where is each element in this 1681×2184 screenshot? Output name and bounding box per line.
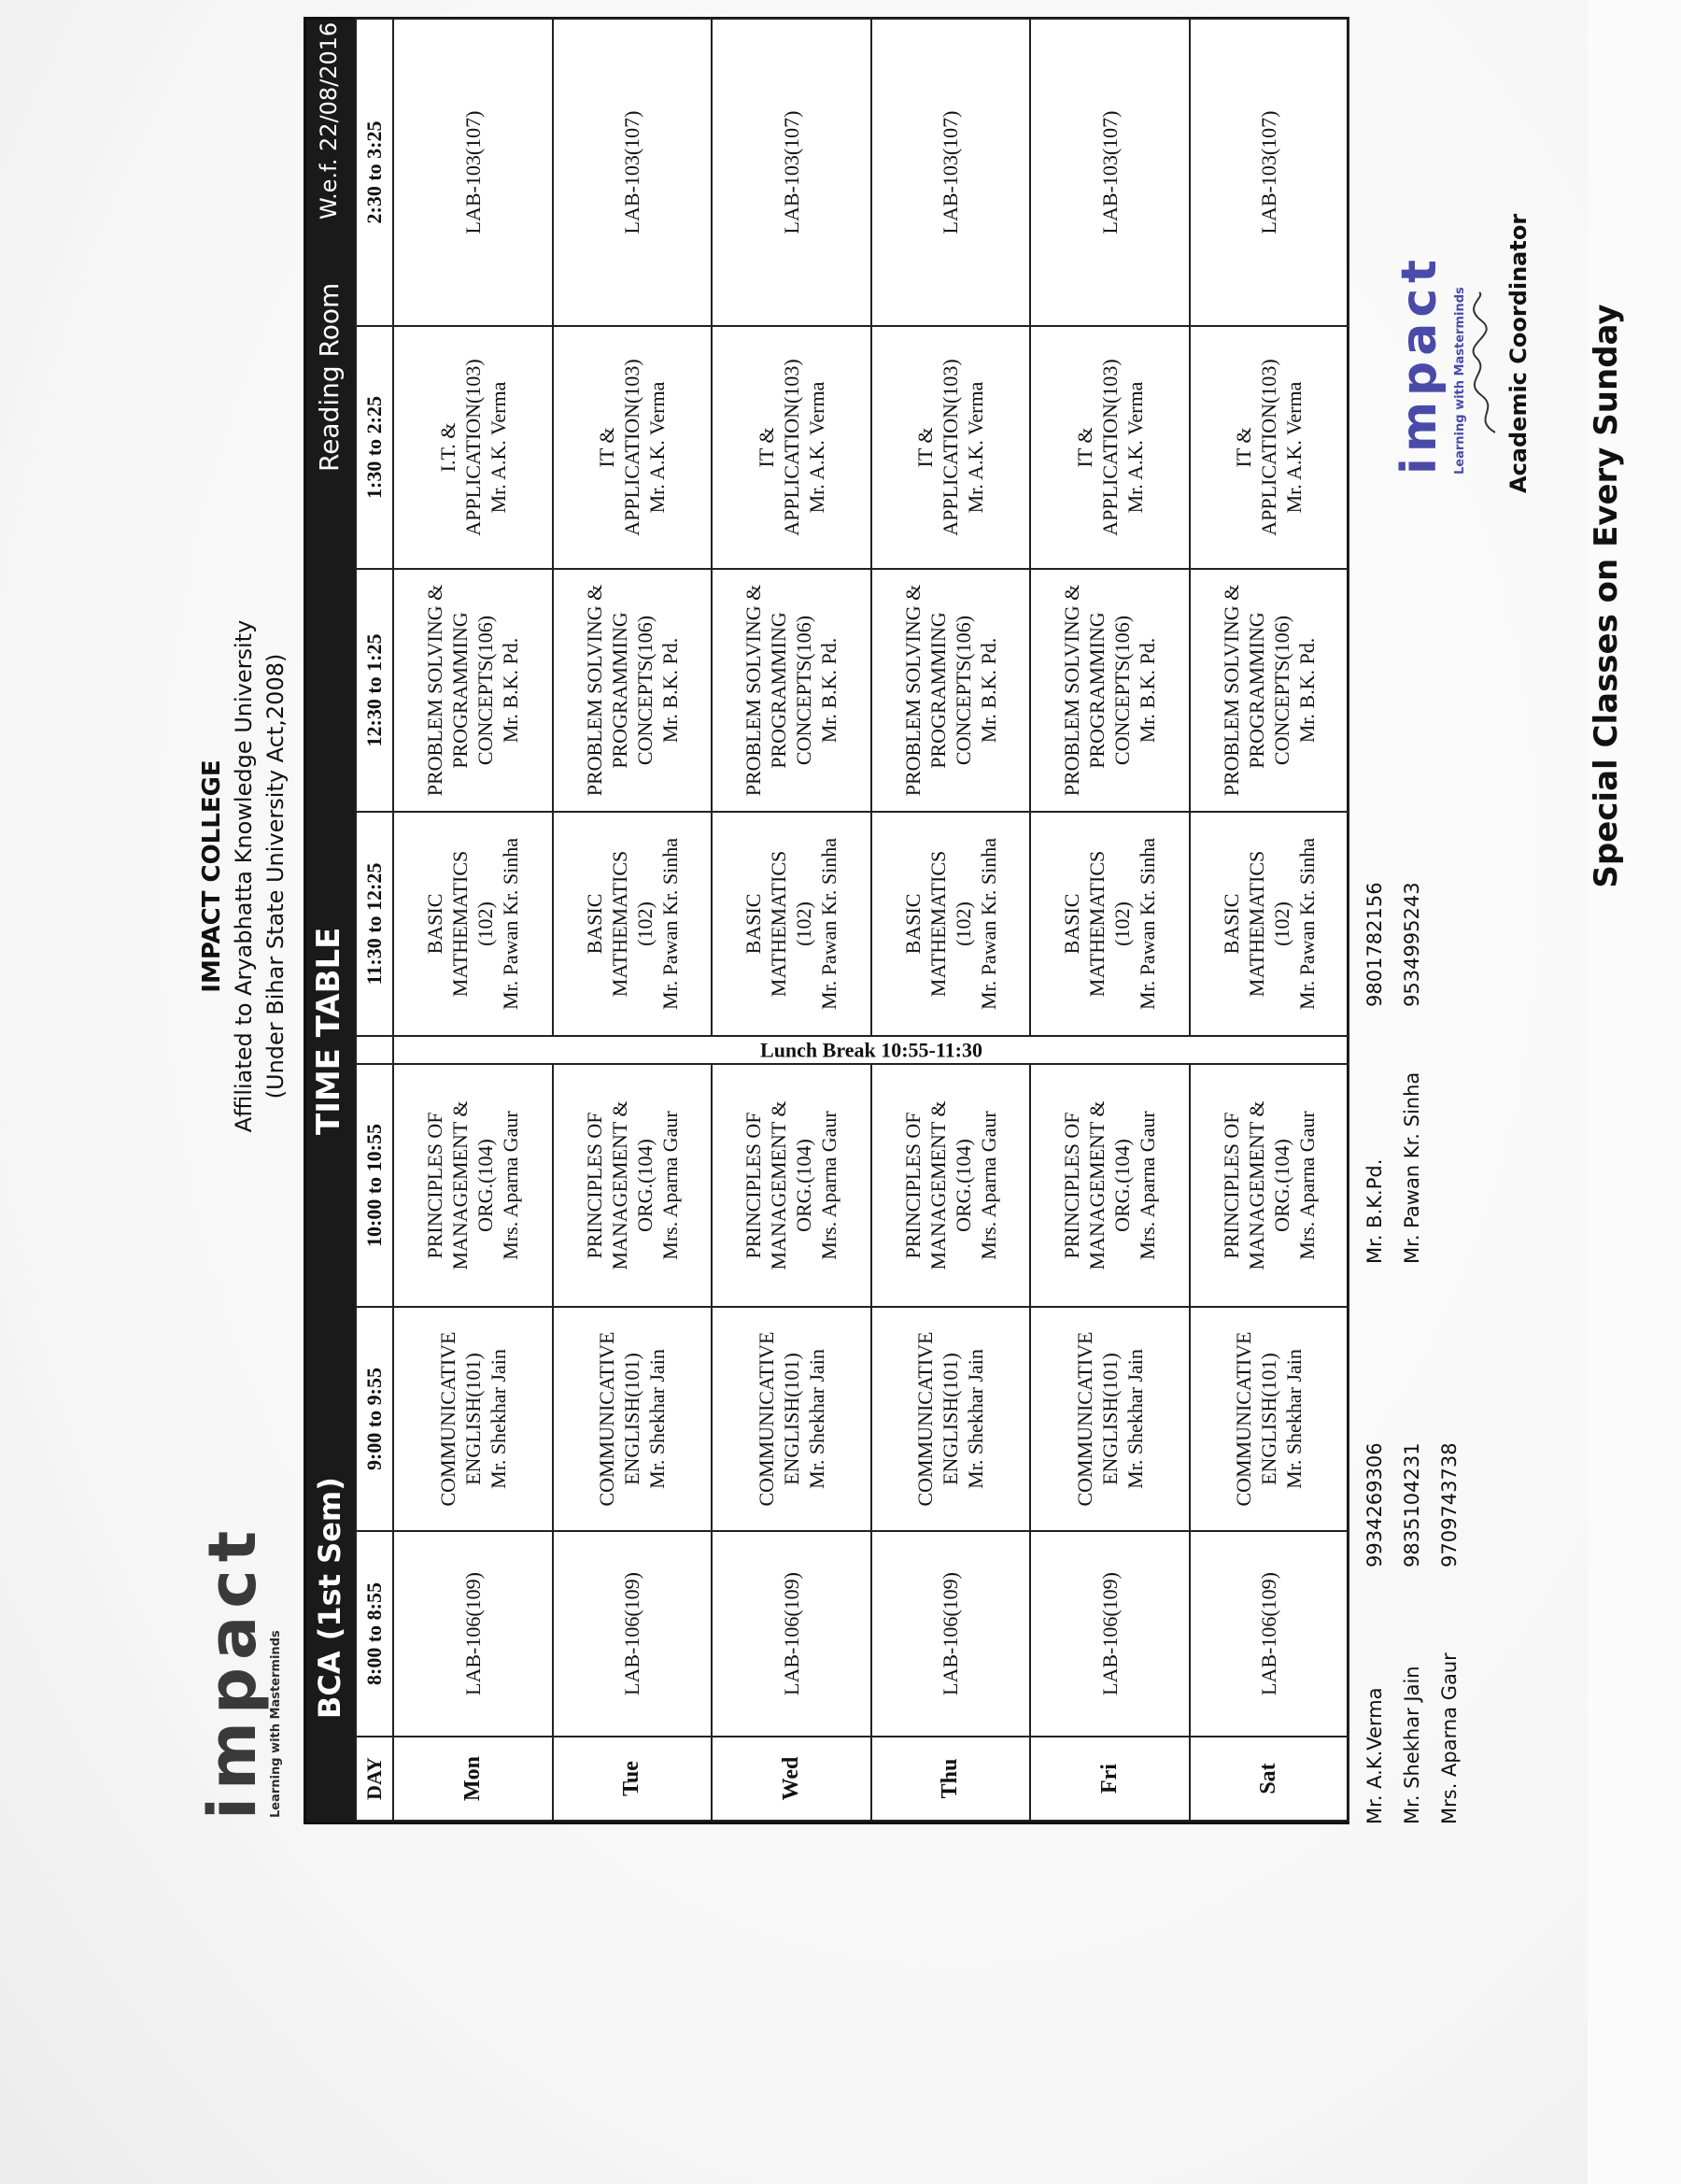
cell-line: Mrs. Aparna Gaur <box>976 1111 1000 1260</box>
cell-line: Mr. A.K. Verma <box>1123 381 1147 514</box>
period-cell <box>1190 812 1349 1036</box>
cell-line: MANAGEMENT & <box>1244 1100 1268 1270</box>
cell-line: MATHEMATICS <box>448 850 473 998</box>
period-cell <box>393 1307 553 1531</box>
column-header: 12:30 to 1:25 <box>356 569 393 812</box>
cell-line: MATHEMATICS <box>607 850 631 998</box>
cell-line: COMMUNICATIVE <box>435 1331 459 1507</box>
timetable <box>355 18 1349 1822</box>
coordinator-label: Academic Coordinator <box>1505 213 1532 493</box>
cell-line: PROGRAMMING <box>767 612 791 769</box>
college-header <box>196 316 291 1437</box>
cell-line: PROBLEM SOLVING & <box>582 584 606 797</box>
cell-line: Mr. B.K. Pd. <box>657 637 682 744</box>
cell-line: ORG.(104) <box>473 1139 498 1232</box>
cell-line: PRINCIPLES OF <box>1060 1112 1084 1259</box>
cell-line: MATHEMATICS <box>1085 850 1109 998</box>
cell-line: MANAGEMENT & <box>767 1100 791 1270</box>
cell-line: IT & <box>754 427 778 468</box>
period-cell <box>871 812 1031 1036</box>
timetable-frame <box>304 17 1349 1824</box>
cell-line: PROGRAMMING <box>448 612 473 769</box>
period-cell <box>1030 1307 1190 1531</box>
table-row <box>393 19 553 1821</box>
faculty-phone: 9534995243 <box>1401 882 1423 1007</box>
lunch-break-cell <box>393 1036 1349 1064</box>
cell-line: MANAGEMENT & <box>607 1100 631 1270</box>
cell-line: Mr. A.K. Verma <box>804 381 828 514</box>
faculty-name: Mr. B.K.Pd. <box>1363 1158 1386 1264</box>
period-cell <box>393 1064 553 1307</box>
cell-line: BASIC <box>423 893 447 955</box>
period-cell: LAB-106(109) <box>712 1531 871 1737</box>
cell-line: CONCEPTS(106) <box>1269 615 1293 766</box>
cell-line: ORG.(104) <box>632 1139 657 1232</box>
cell-line: MATHEMATICS <box>767 850 791 998</box>
affiliation-line: Affiliated to Aryabhatta Knowledge University <box>231 619 257 1133</box>
period-cell <box>393 812 553 1036</box>
faculty-name: Mr. A.K.Verma <box>1363 1687 1386 1824</box>
college-logo <box>187 1523 290 1820</box>
stamp-logo-word: impact <box>1391 253 1448 475</box>
period-cell: LAB-103(107) <box>553 19 713 326</box>
period-cell <box>1190 1064 1349 1307</box>
cell-line: ENGLISH(101) <box>939 1353 963 1485</box>
day-cell: Thu <box>871 1737 1031 1821</box>
period-cell: LAB-106(109) <box>1030 1531 1190 1737</box>
cell-line: Mr. Pawan Kr. Sinha <box>817 838 841 1010</box>
period-cell <box>712 812 871 1036</box>
cell-line: COMMUNICATIVE <box>913 1331 938 1507</box>
signature <box>1462 288 1509 437</box>
cell-line: (102) <box>473 901 498 946</box>
day-cell: Sat <box>1190 1737 1349 1821</box>
faculty-row <box>1363 741 1395 1264</box>
cell-line: Mr. B.K. Pd. <box>1136 637 1160 744</box>
act-line: (Under Bihar State University Act,2008) <box>262 653 289 1099</box>
cell-line: ENGLISH(101) <box>620 1353 644 1485</box>
cell-line: APPLICATION(103) <box>939 359 963 536</box>
period-cell: LAB-103(107) <box>393 19 553 326</box>
period-cell <box>871 1307 1031 1531</box>
period-cell <box>1030 326 1190 569</box>
period-cell <box>553 812 713 1036</box>
cell-line: CONCEPTS(106) <box>792 615 816 766</box>
cell-line: BASIC <box>1219 893 1243 955</box>
cell-line: APPLICATION(103) <box>1097 359 1122 536</box>
cell-line: (102) <box>1110 901 1135 946</box>
cell-line: CONCEPTS(106) <box>473 615 498 766</box>
period-cell: LAB-103(107) <box>1190 19 1349 326</box>
cell-line: PROBLEM SOLVING & <box>900 584 925 797</box>
cell-line: MANAGEMENT & <box>925 1100 950 1270</box>
period-cell <box>553 569 713 812</box>
day-cell: Fri <box>1030 1737 1190 1821</box>
day-cell: Tue <box>553 1737 713 1821</box>
title-bar <box>306 20 355 1822</box>
faculty-row <box>1401 1301 1433 1824</box>
period-cell <box>1030 569 1190 812</box>
cell-line: PROGRAMMING <box>607 612 631 769</box>
period-cell <box>1190 1307 1349 1531</box>
header-row <box>356 19 393 1821</box>
cell-line: ORG.(104) <box>951 1139 975 1232</box>
cell-line: Mr. Pawan Kr. Sinha <box>499 838 523 1010</box>
cell-line: Mrs. Aparna Gaur <box>1136 1111 1160 1260</box>
cell-line: CONCEPTS(106) <box>632 615 657 766</box>
table-row <box>712 19 871 1821</box>
lunch-header <box>356 1036 393 1064</box>
faculty-row <box>1438 1301 1470 1824</box>
period-cell <box>553 326 713 569</box>
faculty-contacts <box>1363 703 1494 1824</box>
table-row <box>1190 19 1349 1821</box>
cell-line: ENGLISH(101) <box>1097 1353 1122 1485</box>
cell-line: APPLICATION(103) <box>779 359 803 536</box>
period-cell: LAB-103(107) <box>712 19 871 326</box>
cell-line: Mr. Pawan Kr. Sinha <box>657 838 682 1010</box>
cell-line: Mrs. Aparna Gaur <box>499 1111 523 1260</box>
period-cell: LAB-106(109) <box>553 1531 713 1737</box>
column-header: 8:00 to 8:55 <box>356 1531 393 1737</box>
cell-line: PRINCIPLES OF <box>742 1112 766 1259</box>
faculty-phone: 9709743738 <box>1438 1442 1461 1567</box>
period-cell <box>712 1064 871 1307</box>
faculty-row <box>1363 1301 1395 1824</box>
period-cell <box>393 569 553 812</box>
cell-line: PROBLEM SOLVING & <box>1060 584 1084 797</box>
column-header: 1:30 to 2:25 <box>356 326 393 569</box>
cell-line: ORG.(104) <box>1110 1139 1135 1232</box>
cell-line: Mr. Pawan Kr. Sinha <box>1136 838 1160 1010</box>
effective-date: W.e.f. 22/08/2016 <box>316 21 342 220</box>
table-row <box>871 19 1031 1821</box>
cell-line: (102) <box>951 901 975 946</box>
cell-line: IT & <box>1232 427 1256 468</box>
cell-line: Mrs. Aparna Gaur <box>657 1111 682 1260</box>
cell-line: IT & <box>913 427 938 468</box>
special-classes-note: Special Classes on Every Sunday <box>1588 304 1625 888</box>
cell-line: Mrs. Aparna Gaur <box>1294 1111 1319 1260</box>
room-label: Reading Room <box>314 282 345 472</box>
cell-line: MATHEMATICS <box>925 850 950 998</box>
cell-line: PROGRAMMING <box>1244 612 1268 769</box>
cell-line: APPLICATION(103) <box>460 359 485 536</box>
period-cell: LAB-103(107) <box>871 19 1031 326</box>
period-cell: LAB-106(109) <box>1190 1531 1349 1737</box>
cell-line: COMMUNICATIVE <box>595 1331 619 1507</box>
cell-line: ENGLISH(101) <box>1257 1353 1281 1485</box>
cell-line: IT & <box>1072 427 1096 468</box>
period-cell <box>871 569 1031 812</box>
period-cell <box>393 326 553 569</box>
column-header: 9:00 to 9:55 <box>356 1307 393 1531</box>
cell-line: I.T. & <box>435 422 459 473</box>
period-cell: LAB-106(109) <box>393 1531 553 1737</box>
cell-line: Mrs. Aparna Gaur <box>817 1111 841 1260</box>
lunch-break-label: Lunch Break 10:55-11:30 <box>759 1038 982 1062</box>
period-cell <box>1190 326 1349 569</box>
cell-line: Mr. A.K. Verma <box>1282 381 1307 514</box>
cell-line: APPLICATION(103) <box>1257 359 1281 536</box>
college-name: IMPACT COLLEGE <box>198 759 226 993</box>
period-cell <box>553 1307 713 1531</box>
cell-line: BASIC <box>582 893 606 955</box>
cell-line: Mr. Pawan Kr. Sinha <box>976 838 1000 1010</box>
period-cell: LAB-103(107) <box>1030 19 1190 326</box>
faculty-row <box>1401 741 1433 1264</box>
cell-line: PRINCIPLES OF <box>423 1112 447 1259</box>
period-cell <box>1190 569 1349 812</box>
column-header: 10:00 to 10:55 <box>356 1064 393 1307</box>
cell-line: COMMUNICATIVE <box>754 1331 778 1507</box>
cell-line: ORG.(104) <box>1269 1139 1293 1232</box>
cell-line: APPLICATION(103) <box>620 359 644 536</box>
day-cell: Wed <box>712 1737 871 1821</box>
cell-line: Mr. A.K. Verma <box>486 381 510 514</box>
period-cell <box>1030 812 1190 1036</box>
cell-line: (102) <box>632 901 657 946</box>
faculty-name: Mr. Pawan Kr. Sinha <box>1401 1071 1423 1264</box>
period-cell <box>871 326 1031 569</box>
cell-line: Mr. Shekhar Jain <box>486 1349 510 1489</box>
coordinator-stamp <box>1373 204 1550 503</box>
cell-line: BASIC <box>742 893 766 955</box>
cell-line: (102) <box>1269 901 1293 946</box>
faculty-phone: 9934269306 <box>1363 1442 1386 1567</box>
cell-line: Mr. A.K. Verma <box>645 381 670 514</box>
cell-line: Mr. Shekhar Jain <box>804 1349 828 1489</box>
cell-line: MANAGEMENT & <box>448 1100 473 1270</box>
cell-line: Mr. B.K. Pd. <box>499 637 523 744</box>
period-cell: LAB-106(109) <box>871 1531 1031 1737</box>
cell-line: ENGLISH(101) <box>779 1353 803 1485</box>
cell-line: Mr. Pawan Kr. Sinha <box>1294 838 1319 1010</box>
cell-line: MANAGEMENT & <box>1085 1100 1109 1270</box>
cell-line: Mr. Shekhar Jain <box>645 1349 670 1489</box>
period-cell <box>1030 1064 1190 1307</box>
period-cell <box>712 569 871 812</box>
day-cell: Mon <box>393 1737 553 1821</box>
logo-word: impact <box>194 1523 271 1820</box>
cell-line: CONCEPTS(106) <box>951 615 975 766</box>
cell-line: ORG.(104) <box>792 1139 816 1232</box>
cell-line: Mr. A.K. Verma <box>964 381 988 514</box>
cell-line: PROBLEM SOLVING & <box>423 584 447 797</box>
cell-line: PRINCIPLES OF <box>900 1112 925 1259</box>
cell-line: Mr. Shekhar Jain <box>964 1349 988 1489</box>
cell-line: Mr. B.K. Pd. <box>817 637 841 744</box>
period-cell <box>712 326 871 569</box>
faculty-phone: 9801782156 <box>1363 882 1386 1007</box>
cell-line: IT & <box>595 427 619 468</box>
cell-line: (102) <box>792 901 816 946</box>
semester-label: BCA (1st Sem) <box>312 1477 347 1719</box>
cell-line: Mr. Shekhar Jain <box>1123 1349 1147 1489</box>
cell-line: ENGLISH(101) <box>460 1353 485 1485</box>
cell-line: Mr. B.K. Pd. <box>1294 637 1319 744</box>
cell-line: BASIC <box>1060 893 1084 955</box>
faculty-name: Mr. Shekhar Jain <box>1401 1666 1423 1824</box>
cell-line: MATHEMATICS <box>1244 850 1268 998</box>
rotated-document <box>187 0 1681 2091</box>
cell-line: Mr. B.K. Pd. <box>976 637 1000 744</box>
cell-line: PRINCIPLES OF <box>582 1112 606 1259</box>
table-row <box>553 19 713 1821</box>
cell-line: BASIC <box>900 893 925 955</box>
logo-tagline: Learning with Masterminds <box>269 1630 283 1818</box>
cell-line: COMMUNICATIVE <box>1072 1331 1096 1507</box>
cell-line: PROGRAMMING <box>925 612 950 769</box>
cell-line: CONCEPTS(106) <box>1110 615 1135 766</box>
column-header: 2:30 to 3:25 <box>356 19 393 326</box>
cell-line: Mr. Shekhar Jain <box>1282 1349 1307 1489</box>
period-cell <box>712 1307 871 1531</box>
timetable-title: TIME TABLE <box>310 927 347 1135</box>
cell-line: PRINCIPLES OF <box>1219 1112 1243 1259</box>
cell-line: PROGRAMMING <box>1085 612 1109 769</box>
stamp-tagline: Learning with Masterminds <box>1453 287 1467 475</box>
table-row <box>1030 19 1190 1821</box>
cell-line: PROBLEM SOLVING & <box>1219 584 1243 797</box>
period-cell <box>871 1064 1031 1307</box>
faculty-phone: 9835104231 <box>1401 1442 1423 1567</box>
column-header: 11:30 to 12:25 <box>356 812 393 1036</box>
period-cell <box>553 1064 713 1307</box>
faculty-name: Mrs. Aparna Gaur <box>1438 1652 1461 1824</box>
cell-line: PROBLEM SOLVING & <box>742 584 766 797</box>
column-header: DAY <box>356 1737 393 1821</box>
cell-line: COMMUNICATIVE <box>1232 1331 1256 1507</box>
